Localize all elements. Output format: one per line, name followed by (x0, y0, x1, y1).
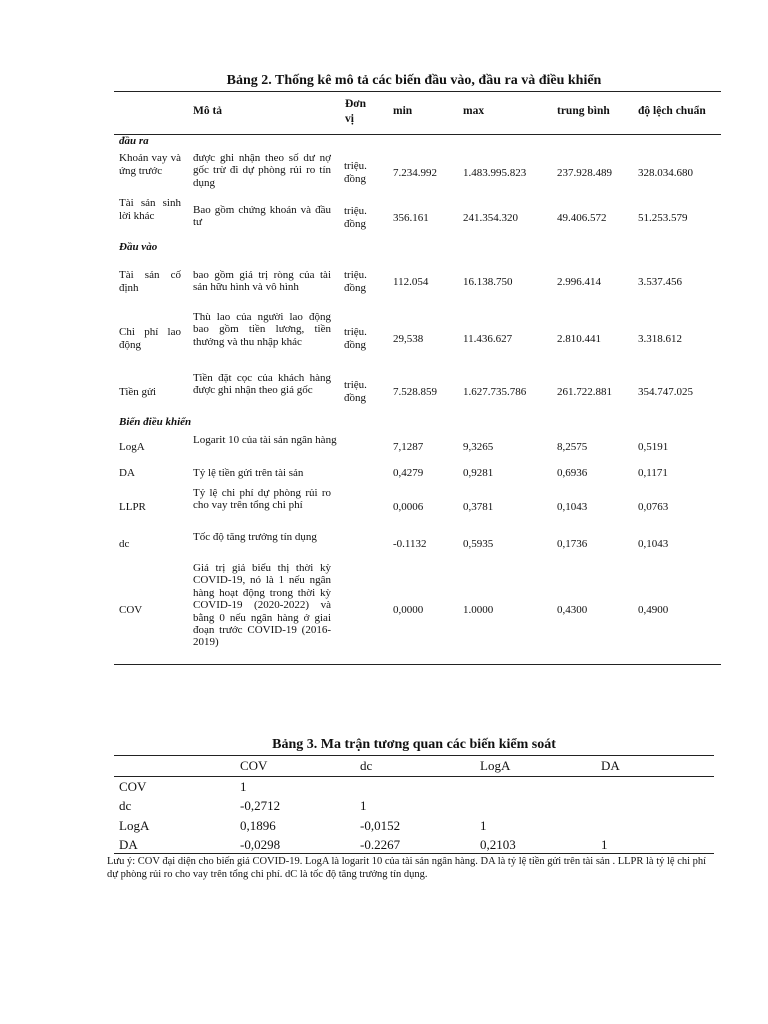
row-description: Tốc độ tăng trưởng tín dụng (193, 531, 317, 543)
matrix-cell: 1 (480, 818, 487, 833)
table3-bottom-rule (114, 853, 714, 854)
table2-top-rule (114, 91, 721, 92)
matrix-cell: 1 (360, 798, 367, 813)
row-mean: 0,1736 (557, 538, 588, 550)
matrix-cell: 1 (601, 837, 608, 852)
section-dau-vao: Đầu vào (119, 241, 158, 253)
table2-header-rule (114, 134, 721, 135)
matrix-row-label: dc (119, 798, 132, 813)
row-max: 0,9281 (463, 467, 494, 479)
section-bien-dieu-khien: Biến điều khiển (119, 416, 192, 428)
matrix-row-label: COV (119, 779, 147, 794)
table2-bottom-rule (114, 664, 721, 665)
table3-top-rule (114, 755, 714, 756)
row-unit: triệu. đồng (344, 379, 367, 404)
row-mean: 261.722.881 (557, 386, 612, 398)
row-description: Tiền đặt cọc của khách hàng được ghi nhận theo giá gốc (193, 372, 331, 397)
row-mean: 0,6936 (557, 467, 588, 479)
row-max: 16.138.750 (463, 276, 513, 288)
column-header: DA (601, 758, 620, 773)
row-mean: 2.996.414 (557, 276, 601, 288)
row-label: Khoản vay và ứng trước (119, 152, 181, 177)
row-max: 0,5935 (463, 538, 494, 550)
section-dau-ra: đầu ra (119, 135, 149, 147)
row-label: Tài sản sinh lời khác (119, 197, 181, 222)
row-min: 356.161 (393, 212, 429, 224)
row-mean: 237.928.489 (557, 167, 612, 179)
row-label: DA (119, 467, 135, 479)
row-label: Tiền gửi (119, 386, 157, 398)
row-sd: 0,1171 (638, 467, 668, 479)
row-unit: triệu. đồng (344, 160, 367, 185)
row-sd: 0,5191 (638, 441, 669, 453)
row-min: 0,4279 (393, 467, 424, 479)
table3-title: Bảng 3. Ma trận tương quan các biến kiểm soát (272, 737, 556, 752)
row-sd: 0,1043 (638, 538, 669, 550)
row-max: 1.0000 (463, 604, 494, 616)
row-mean: 0,1043 (557, 501, 588, 513)
row-description: Logarit 10 của tài sản ngân hàng (193, 434, 337, 446)
row-description: Thù lao của người lao động bao gồm tiền lương, tiền thưởng và thu nhập khác (193, 311, 331, 348)
row-min: 7.528.859 (393, 386, 437, 398)
row-description: Bao gồm chứng khoán và đầu tư (193, 204, 331, 229)
row-unit: triệu. đồng (344, 205, 367, 230)
column-header: COV (240, 758, 268, 773)
row-mean: 0,4300 (557, 604, 588, 616)
matrix-cell: -0,2712 (240, 798, 281, 813)
row-description: Tỷ lệ tiền gửi trên tài sản (193, 467, 304, 479)
table3-header-rule (114, 776, 714, 777)
row-max: 11.436.627 (463, 333, 513, 345)
row-min: 7.234.992 (393, 167, 437, 179)
row-unit: triệu. đồng (344, 326, 367, 351)
row-description: được ghi nhận theo số dư nợ gốc trừ đi dự phòng rủi ro tín dụng (193, 152, 331, 189)
row-max: 0,3781 (463, 501, 494, 513)
row-min: 0,0006 (393, 501, 424, 513)
row-label: LLPR (119, 501, 146, 513)
table2-title: Bảng 2. Thống kê mô tả các biến đầu vào, đầu ra và điều khiển (226, 73, 602, 88)
row-sd: 0,0763 (638, 501, 669, 513)
row-min: -0.1132 (393, 538, 427, 550)
header-min: min (393, 105, 413, 117)
matrix-row-label: LogA (119, 818, 150, 833)
matrix-row-label: DA (119, 837, 138, 852)
row-sd: 3.318.612 (638, 333, 682, 345)
row-sd: 354.747.025 (638, 386, 693, 398)
column-header: dc (360, 758, 373, 773)
header-do-lech-chuan: độ lệch chuẩn (638, 105, 706, 117)
header-trung-binh: trung bình (557, 105, 610, 117)
row-mean: 49.406.572 (557, 212, 607, 224)
matrix-cell: 1 (240, 779, 247, 794)
row-label: dc (119, 538, 130, 550)
row-max: 1.483.995.823 (463, 167, 527, 179)
table3-note: Lưu ý: COV đại diện cho biến giả COVID-19. LogA là logarit 10 của tài sản ngân hàng. DA là tỷ lệ tiền gửi trên tài sản . LLPR là tỷ lệ chi phí dự phòng rủi ro cho vay trên tổng chi phí. dC là tốc độ tăng trưởng tín dụng. (107, 856, 707, 880)
header-don-vi: Đơn vị (345, 98, 367, 125)
matrix-cell: -0.2267 (360, 837, 401, 852)
row-min: 7,1287 (393, 441, 424, 453)
row-description: Giá trị giả biểu thị thời kỳ COVID-19, nó là 1 nếu ngân hàng hoạt động trong thời kỳ COVID-19 (2020-2022) và bằng 0 nếu ngân hàng ở giai đoạn trước COVID-19 (2016-2019) (193, 562, 331, 649)
row-sd: 51.253.579 (638, 212, 688, 224)
row-sd: 0,4900 (638, 604, 669, 616)
row-label: LogA (119, 441, 145, 453)
row-max: 9,3265 (463, 441, 494, 453)
row-min: 29,538 (393, 333, 424, 345)
row-sd: 328.034.680 (638, 167, 693, 179)
row-label: Tài sản cố định (119, 269, 181, 294)
row-min: 0,0000 (393, 604, 424, 616)
row-label: Chi phí lao động (119, 326, 181, 351)
row-max: 1.627.735.786 (463, 386, 527, 398)
row-label: COV (119, 604, 143, 616)
row-mean: 2.810.441 (557, 333, 601, 345)
column-header: LogA (480, 758, 511, 773)
row-max: 241.354.320 (463, 212, 518, 224)
matrix-cell: 0,1896 (240, 818, 276, 833)
matrix-cell: 0,2103 (480, 837, 516, 852)
row-sd: 3.537.456 (638, 276, 682, 288)
row-description: Tỷ lệ chi phí dự phòng rủi ro cho vay trên tổng chi phí (193, 487, 331, 512)
matrix-cell: -0,0298 (240, 837, 281, 852)
header-mo-ta: Mô tả (193, 105, 223, 117)
row-description: bao gồm giá trị ròng của tài sản hữu hình và vô hình (193, 269, 331, 294)
header-max: max (463, 105, 485, 117)
row-mean: 8,2575 (557, 441, 588, 453)
matrix-cell: -0,0152 (360, 818, 401, 833)
row-unit: triệu. đồng (344, 269, 367, 294)
row-min: 112.054 (393, 276, 429, 288)
